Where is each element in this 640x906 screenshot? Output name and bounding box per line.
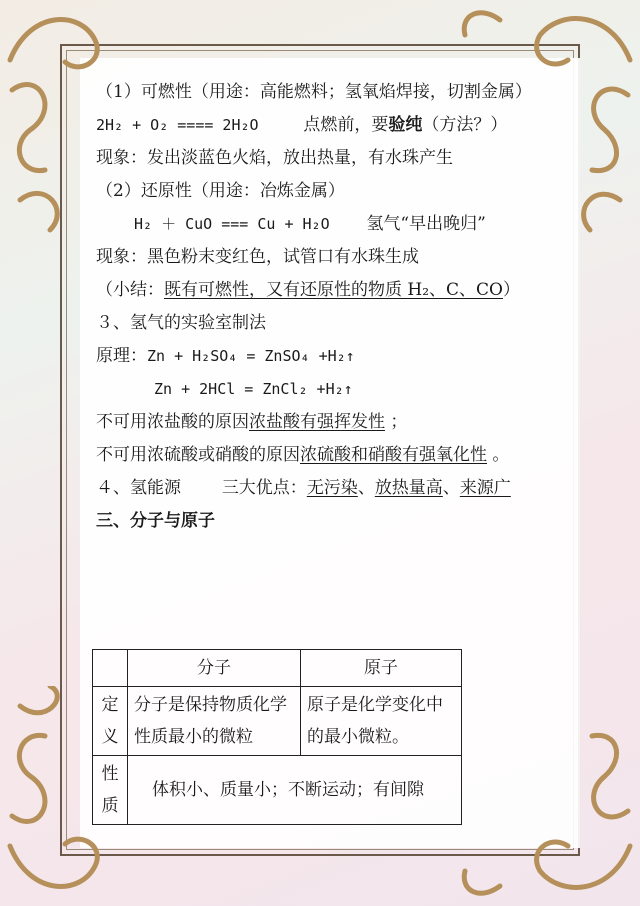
table-header-cell (93, 650, 128, 687)
hcl-reason-post: ； (390, 412, 408, 432)
table-row-label: 性质 (93, 756, 128, 825)
table-row-label: 定义 (93, 687, 128, 756)
reduction-note: 氢气“早出晚归” (366, 214, 486, 234)
advantages-label: 三大优点： (221, 478, 307, 498)
hcl-reason-pre: 不可用浓盐酸的原因 (96, 412, 249, 432)
table-cell: 原子是化学变化中的最小微粒。 (301, 687, 462, 756)
section-combustibility-title: （1）可燃性（用途：高能燃料；氢氧焰焊接，切割金属） (96, 82, 532, 102)
hcl-reason-line (96, 406, 566, 439)
reduction-equation: H₂ ＋ CuO === Cu + H₂O (134, 215, 330, 233)
hcl-reason-underlined: 浓盐酸有强挥发性 (249, 412, 385, 432)
advantage-sep-1: 、 (357, 478, 375, 498)
summary-post: ） (503, 280, 520, 300)
principle-label: 原理： (96, 346, 147, 366)
table-row (93, 756, 462, 825)
acid-reason-line (96, 439, 566, 472)
reduction-phenomenon: 现象：黑色粉末变红色，试管口有水珠生成 (96, 247, 419, 267)
table-header-cell: 原子 (301, 650, 462, 687)
advantage-3: 来源广 (459, 478, 511, 498)
combustion-line (96, 109, 566, 142)
summary-underlined: 既有可燃性，又有还原性的物质 H₂、C、CO (164, 280, 503, 300)
combustion-equation: 2H₂ + O₂ ==== 2H₂O (96, 116, 259, 134)
table-row (93, 687, 462, 756)
table-header-row (93, 650, 462, 687)
advantage-sep-2: 、 (442, 478, 460, 498)
section-molecule-atom-title: 三、分子与原子 (96, 511, 215, 531)
hydrogen-energy-title: ４、氢能源 (96, 478, 181, 498)
principle-line-2 (96, 373, 566, 406)
acid-reason-pre: 不可用浓硫酸或硝酸的原因 (96, 445, 300, 465)
principle-line-1 (96, 340, 566, 373)
reduction-line (96, 208, 566, 241)
advantage-2: 放热量高 (374, 478, 443, 498)
combustion-phenomenon: 现象：发出淡蓝色火焰，放出热量，有水珠产生 (96, 148, 453, 168)
corner-ornament-icon (440, 686, 640, 906)
table-cell: 体积小、质量小；不断运动；有间隙 (128, 756, 462, 825)
document-content (96, 76, 566, 538)
table-cell: 分子是保持物质化学性质最小的微粒 (128, 687, 301, 756)
acid-reason-post: 。 (492, 445, 510, 465)
ignition-note-pre: 点燃前，要 (303, 115, 389, 135)
hydrogen-energy-line (96, 472, 566, 505)
principle-equation-2: Zn + 2HCl = ZnCl₂ +H₂↑ (154, 380, 353, 398)
summary-line (96, 274, 566, 307)
principle-equation-1: Zn + H₂SO₄ = ZnSO₄ +H₂↑ (147, 347, 355, 365)
section-lab-prep-title: ３、氢气的实验室制法 (96, 313, 266, 333)
molecule-atom-table (92, 649, 462, 825)
ignition-note-post: （方法？） (422, 115, 508, 135)
ignition-note-bold: 验纯 (388, 115, 423, 135)
section-reducibility-title: （2）还原性（用途：冶炼金属） (96, 181, 345, 201)
summary-pre: （小结： (96, 280, 164, 300)
table-header-cell: 分子 (128, 650, 301, 687)
advantage-1: 无污染 (306, 478, 358, 498)
acid-reason-underlined: 浓硫酸和硝酸有强氧化性 (300, 445, 487, 465)
